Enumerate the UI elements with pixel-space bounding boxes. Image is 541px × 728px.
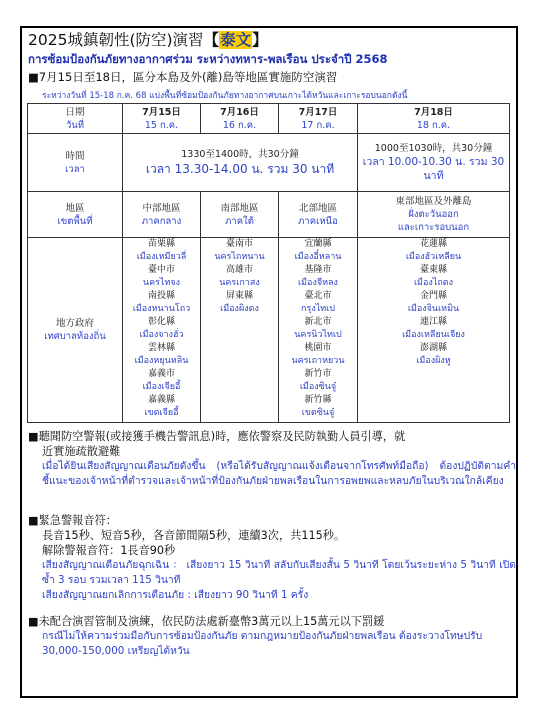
- date-label-th: วันที่: [65, 119, 85, 131]
- gov-label-cell: [28, 238, 123, 423]
- gov-name-zh: 苗栗縣: [147, 239, 175, 249]
- gov-name-zh: 臺中市: [147, 265, 175, 275]
- thai-title: การซ้อมป้องกันภัยทางอากาศร่วม ระหว่างทหาร-พลเรือน ประจำปี 2568: [28, 52, 388, 66]
- date-cell: [123, 104, 201, 134]
- gov-name-th: เมืองหยุนหลิน: [134, 356, 189, 366]
- gov-name-th: นครนิวไทเป: [294, 330, 342, 340]
- gov-north-cell: [279, 238, 358, 423]
- gov-name-th: กรุงไทเป: [301, 304, 335, 314]
- siren-th-line1: เสียงสัญญาณเตือนภัยฉุกเฉิน ： เสียงยาว 15 วินาที สลับกับเสียงสั้น 5 วินาที โดยเว้นระยะห่าง 5 วินาที เปิดซ้ำ 3 รอบ รวมเวลา 115 วินาที: [42, 559, 516, 586]
- gov-name-zh: 屏東縣: [225, 291, 253, 301]
- gov-name-th: นครไถหนาน: [214, 252, 265, 262]
- penalty-zh: ■未配合演習管制及演練，依民防法處新臺幣3萬元以上15萬元以下罰鍰: [28, 615, 385, 628]
- gov-name-th: เขตเจียอี้: [144, 408, 179, 418]
- region-row: [28, 192, 510, 238]
- time-east-zh: 1000至1030時，共30分鐘: [374, 143, 493, 154]
- region-zh: 北部地區: [298, 202, 337, 214]
- region-cell: [123, 192, 201, 238]
- region-th: ฝั่งตะวันออก: [408, 209, 459, 220]
- gov-name-zh: 臺南市: [225, 239, 253, 249]
- intro-zh: ■7月15日至18日，區分本島及外(離)島等地區實施防空演習: [28, 70, 338, 84]
- alert-zh-line2: 近實施疏散避難: [42, 445, 121, 458]
- region-th: ภาคกลาง: [141, 215, 182, 227]
- time-main-th: เวลา 13.30-14.00 น. รวม 30 นาที: [145, 162, 335, 176]
- gov-name-th: เมืองจินเหมิน: [407, 304, 460, 314]
- gov-name-zh: 雲林縣: [147, 343, 175, 353]
- gov-name-zh: 花蓮縣: [419, 239, 447, 249]
- page-title: [28, 30, 268, 50]
- date-cell: [279, 104, 358, 134]
- time-label-cell: [28, 134, 123, 192]
- gov-name-zh: 新北市: [304, 317, 332, 327]
- time-main-cell: [123, 134, 358, 192]
- region-cell: [279, 192, 358, 238]
- gov-name-th: เมืองเหลียนเจียง: [402, 330, 465, 340]
- siren-head: ■緊急警報音符：: [28, 514, 117, 527]
- region-th: ภาคใต้: [225, 215, 254, 227]
- gov-name-zh: 桃園市: [304, 343, 332, 353]
- time-label-th: เวลา: [65, 163, 85, 175]
- region-label-th: เขตพื้นที่: [57, 215, 93, 227]
- date-zh: 7月15日: [142, 106, 181, 118]
- alert-th: เมื่อได้ยินเสียงสัญญาณเตือนภัยดังขึ้น (หรือได้รับสัญญาณแจ้งเตือนจากโทรศัพท์มือถือ) ต้องปฏิบัติตามคำชี้แนะของเจ้าหน้าที่ตำรวจและเจ้าหน้าที่ป้องกันภัยฝ่ายพลเรือนในการอพยพและหลบภัยในบริเวณใกล้เคียง: [42, 460, 516, 487]
- time-label-zh: 時間: [65, 150, 85, 162]
- date-th: 18 ก.ค.: [416, 119, 451, 131]
- gov-name-th: นครไทจง: [142, 278, 181, 288]
- section-penalty: [28, 614, 516, 659]
- gov-name-zh: 南投縣: [147, 291, 175, 301]
- gov-name-th: เมืองจีหลง: [298, 278, 338, 288]
- siren-zh-line2: 解除警報音符：1長音90秒: [42, 544, 176, 557]
- date-th: 15 ก.ค.: [144, 119, 179, 131]
- penalty-th: กรณีไม่ให้ความร่วมมือกับการซ้อมป้องกันภัย ตามกฎหมายป้องกันภัยฝ่ายพลเรือน ต้องระวางโทษปรับ 30,000-150,000 เหรียญไต้หวัน: [42, 630, 483, 657]
- title-language-highlight: 泰文: [220, 31, 252, 49]
- document-frame: [20, 26, 518, 698]
- region-zh: 南部地區: [220, 202, 259, 214]
- time-main-zh: 1330至1400時，共30分鐘: [181, 149, 299, 160]
- date-cell: [201, 104, 279, 134]
- gov-name-zh: 臺東縣: [419, 265, 447, 275]
- gov-label-zh: 地方政府: [55, 318, 94, 329]
- gov-label-th: เทศบาลท้องถิ่น: [44, 331, 106, 342]
- date-label-zh: 日期: [65, 106, 85, 118]
- gov-name-th: เมืองเจียอี้: [142, 382, 181, 392]
- gov-name-zh: 嘉義縣: [147, 395, 175, 405]
- gov-south-cell: [201, 238, 279, 423]
- region-label-cell: [28, 192, 123, 238]
- government-row: [28, 238, 510, 423]
- gov-name-th: เมืองฮัวเหลียน: [405, 252, 462, 262]
- gov-name-th: เมืองอี๋หลาน: [294, 252, 342, 262]
- gov-name-th: เมืองผิงหู: [416, 356, 451, 366]
- region-label-zh: 地區: [65, 202, 85, 214]
- gov-name-th: เมืองจางฮั่ว: [139, 330, 184, 340]
- gov-name-zh: 宜蘭縣: [304, 239, 332, 249]
- gov-name-th: เมืองซินจู๋: [299, 382, 337, 392]
- region-zh: 中部地區: [142, 202, 181, 214]
- gov-name-th: นครเกาสง: [219, 278, 260, 288]
- date-th: 17 ก.ค.: [301, 119, 335, 131]
- time-east-th: เวลา 10.00-10.30 น. รวม 30 นาที: [362, 156, 505, 182]
- region-th: ภาคเหนือ: [298, 215, 338, 227]
- gov-east-cell: [358, 238, 510, 423]
- intro-th: ระหว่างวันที่ 15-18 ก.ค. 68 แบ่งพื้นที่ซ้อมป้องกันภัยทางอากาศบนเกาะไต้หวันและเกาะรอบนอกดังนี้: [42, 91, 408, 101]
- gov-name-zh: 新竹市: [304, 369, 332, 379]
- gov-name-th: เมืองเหมียวลี่: [136, 252, 187, 262]
- region-th-line2: และเกาะรอบนอก: [397, 222, 470, 233]
- siren-th-line2: เสียงสัญญาณยกเลิกการเตือนภัย : เสียงยาว 90 วินาที 1 ครั้ง: [42, 589, 309, 601]
- date-zh: 7月18日: [414, 106, 453, 118]
- time-row: [28, 134, 510, 192]
- title-bracket-close: 】: [252, 31, 268, 49]
- gov-name-zh: 連江縣: [419, 317, 447, 327]
- date-th: 16 ก.ค.: [222, 119, 257, 131]
- gov-name-zh: 金門縣: [419, 291, 447, 301]
- gov-name-zh: 新竹縣: [304, 395, 332, 405]
- region-cell: [358, 192, 510, 238]
- gov-name-zh: 嘉義市: [147, 369, 175, 379]
- title-bracket-open: 【: [203, 31, 220, 49]
- date-label-cell: [28, 104, 123, 134]
- gov-name-zh: 基隆市: [304, 265, 332, 275]
- gov-name-th: เขตซินจู๋: [301, 408, 335, 418]
- gov-name-zh: 彰化縣: [147, 317, 175, 327]
- title-main: 2025城鎮韌性(防空)演習: [28, 31, 204, 49]
- region-zh: 東部地區及外離島: [395, 196, 472, 207]
- gov-central-cell: [123, 238, 201, 423]
- region-cell: [201, 192, 279, 238]
- date-zh: 7月17日: [298, 106, 338, 118]
- gov-name-th: เมืองผิงตง: [220, 304, 259, 314]
- time-east-cell: [358, 134, 510, 192]
- date-cell: [358, 104, 510, 134]
- alert-zh-line1: ■聽聞防空警報(或接獲手機告警訊息)時，應依警察及民防執勤人員引導，就: [28, 430, 406, 443]
- gov-name-th: เมืองหนานโถว: [132, 304, 191, 314]
- schedule-table: [27, 103, 510, 423]
- gov-name-th: นครเถาหยวน: [291, 356, 345, 366]
- section-alert: [28, 429, 516, 489]
- date-zh: 7月16日: [220, 106, 259, 118]
- gov-name-zh: 澎湖縣: [419, 343, 447, 353]
- date-row: [28, 104, 510, 134]
- gov-name-th: เมืองไถตง: [413, 278, 454, 288]
- section-siren: [28, 513, 516, 603]
- gov-name-zh: 臺北市: [304, 291, 332, 301]
- siren-zh-line1: 長音15秒、短音5秒，各音節間隔5秒，連續3次，共115秒。: [42, 529, 346, 542]
- gov-name-zh: 高雄市: [225, 265, 253, 275]
